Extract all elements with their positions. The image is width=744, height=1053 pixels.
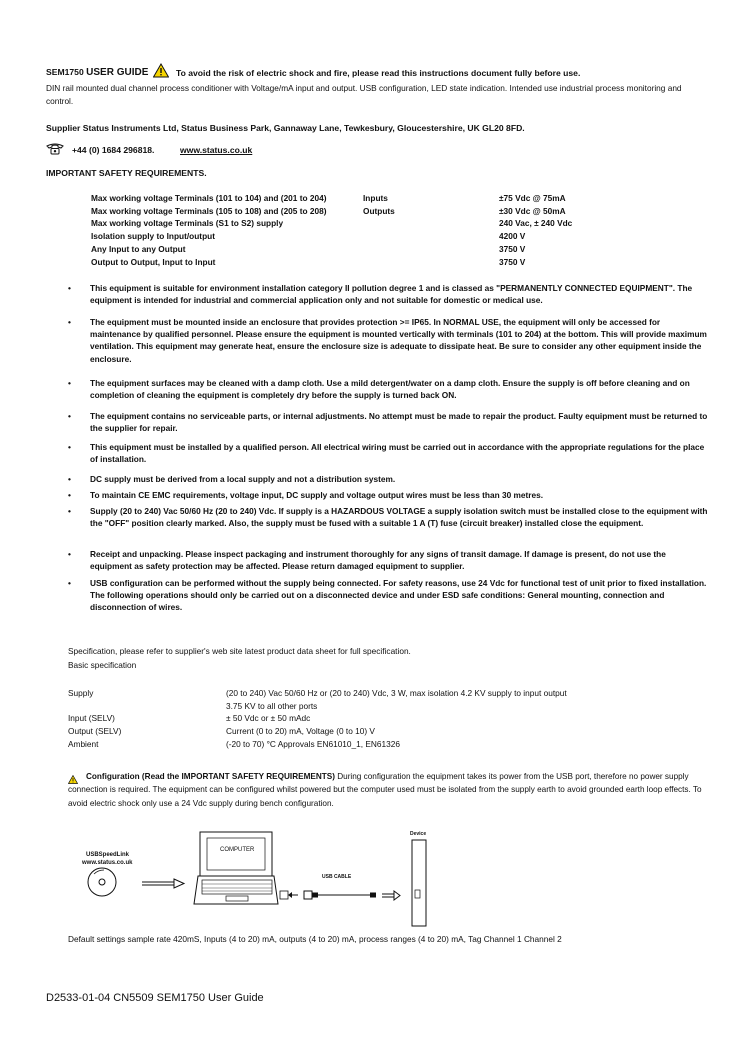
computer-icon — [200, 832, 272, 876]
spec-label: Output (SELV) — [68, 726, 122, 737]
spec-value: (20 to 240) Vac 50/60 Hz or (20 to 240) Vdc, 3 W, max isolation 4.2 KV supply to input output — [226, 688, 567, 698]
bullet-dot: • — [68, 549, 71, 559]
rating-value: 3750 V — [499, 243, 526, 254]
rating-value: ±30 Vdc @ 50mA — [499, 205, 566, 216]
warning-text: To avoid the risk of electric shock and fire, please read this instructions document fully before use. — [176, 68, 581, 78]
configuration-heading: Configuration (Read the IMPORTANT SAFETY REQUIREMENTS) — [86, 772, 335, 781]
cd-disc-icon — [88, 868, 116, 896]
device-label: Device — [410, 831, 427, 837]
spec-value: 3.75 KV to all other ports — [226, 700, 318, 711]
bullet-text: The equipment surfaces may be cleaned with a damp cloth. Use a mild detergent/water on a damp cloth. Ensure the supply is off before cleaning and on completion of cleaning the equipment is completely dry before the supply is turned back ON. — [90, 378, 690, 401]
configuration-diagram — [60, 830, 460, 930]
safety-heading: IMPORTANT SAFETY REQUIREMENTS. — [46, 168, 207, 178]
bullet-dot: • — [68, 378, 71, 388]
safety-bullet — [68, 410, 708, 434]
rating-row — [91, 230, 619, 243]
spec-table — [68, 687, 646, 751]
rating-label: Max working voltage Terminals (101 to 104) and (201 to 204) — [91, 193, 327, 203]
spec-row — [68, 738, 646, 751]
rating-row — [91, 205, 619, 218]
rating-label: Output to Output, Input to Input — [91, 256, 216, 267]
rating-kind — [363, 230, 499, 243]
spec-label: Input (SELV) — [68, 713, 115, 724]
warning-triangle-icon — [153, 63, 169, 78]
rating-label: Isolation supply to Input/output — [91, 231, 215, 242]
rating-value: ±75 Vdc @ 75mA — [499, 193, 566, 203]
safety-bullet — [68, 489, 708, 501]
spec-label — [68, 700, 226, 713]
bullet-text: USB configuration can be performed without the supply being connected. For safety reasons, use 24 Vdc for functional test of unit prior to fixed installation. The following operations should only be carried out on a disconnected device and under ESD safe conditions: General mounting, connection and disconnection of wires. — [90, 578, 707, 613]
supplier-address: Supplier Status Instruments Ltd, Status Business Park, Gannaway Lane, Tewkesbury, Gloucestershire, UK GL20 8FD. — [46, 123, 525, 133]
bullet-dot: • — [68, 474, 71, 484]
product-code: SEM1750 — [46, 67, 87, 77]
rating-kind — [363, 243, 499, 256]
rating-value: 4200 V — [499, 231, 526, 242]
spec-row — [68, 687, 646, 700]
rating-value: 3750 V — [499, 256, 526, 267]
safety-bullet — [68, 548, 708, 572]
supplier-website-link[interactable]: www.status.co.uk — [180, 145, 253, 155]
bullet-dot: • — [68, 506, 71, 516]
computer-label: COMPUTER — [220, 847, 255, 853]
rating-row — [91, 192, 619, 205]
rating-label: Any Input to any Output — [91, 243, 186, 254]
bullet-dot: • — [68, 317, 71, 327]
rating-value: 240 Vac, ± 240 Vdc — [499, 218, 573, 229]
bullet-text: Supply (20 to 240) Vac 50/60 Hz (20 to 240) Vdc. If supply is a HAZARDOUS VOLTAGE a supply isolation switch must be installed close to the equipment with the "OFF" position clearly marked. Also, the supply must be fused with a suitable 1 A (T) fuse (circuit breaker) installed close the equipment. — [90, 506, 708, 529]
safety-bullet — [68, 316, 708, 365]
spec-label: Ambient — [68, 738, 99, 749]
safety-bullet — [68, 473, 708, 485]
bullet-dot: • — [68, 490, 71, 500]
cd-label-2: www.status.co.uk — [82, 860, 133, 866]
spec-intro: Specification, please refer to supplier's web site latest product data sheet for full specification. — [68, 646, 411, 656]
safety-bullet — [68, 505, 708, 529]
bullet-text: The equipment must be mounted inside an enclosure that provides protection >= IP65. In NORMAL USE, the equipment will only be accessed for maintenance by qualified personnel. Please ensure the equipment is mounted vertically with terminals (101 to 204) at the bottom. This will provide maximum ventilation. This equipment may generate heat, ensure the enclosure size is adequate to dissipate heat. Be sure to consider any other equipment inside the enclosure. — [90, 317, 707, 364]
rating-label: Max working voltage Terminals (S1 to S2) supply — [91, 218, 284, 229]
bullet-text: This equipment is suitable for environment installation category II pollution degree 1 and is classed as "PERMANENTLY CONNECTED EQUIPMENT". The equipment is intended for industrial and commercial application only and not suitable for domestic or medical use. — [90, 283, 693, 306]
rating-label: Max working voltage Terminals (105 to 108) and (205 to 208) — [91, 205, 327, 216]
spec-row — [68, 725, 646, 738]
spec-value: ± 50 Vdc or ± 50 mAdc — [226, 713, 311, 724]
configuration-text: During configuration the equipment takes its power from the USB port, therefore no power supply connection is required. The equipment can be configured whilst powered but the computer used must be isolated from the supply earth to avoid grounded earth loop effects. To avoid electric shock only use a 24 Vdc supply during bench configuration. — [68, 772, 702, 808]
bullet-text: This equipment must be installed by a qualified person. All electrical wiring must be carried out in accordance with the appropriate regulations for the place of installation. — [90, 442, 705, 465]
safety-bullet — [68, 377, 708, 401]
ratings-table — [91, 192, 619, 268]
spec-value: (-20 to 70) °C Approvals EN61010_1, EN61326 — [226, 738, 400, 749]
spec-row — [68, 700, 646, 713]
safety-bullet — [68, 441, 708, 465]
bullet-text: To maintain CE EMC requirements, voltage input, DC supply and voltage output wires must be less than 30 metres. — [90, 490, 544, 500]
rating-row — [91, 243, 619, 256]
configuration-paragraph — [68, 770, 704, 810]
spec-label: Supply — [68, 688, 94, 698]
rating-kind — [363, 217, 499, 230]
spec-row — [68, 712, 646, 725]
spec-value: Current (0 to 20) mA, Voltage (0 to 10) V — [226, 726, 375, 737]
usb-cable-icon — [304, 891, 312, 899]
safety-bullet — [68, 282, 708, 306]
bullet-text: Receipt and unpacking. Please inspect packaging and instrument thoroughly for any signs of transit damage. If damage is present, do not use the equipment as safety protection may be affected. Please return damaged equipment to supplier. — [90, 549, 666, 572]
spec-basic-heading: Basic specification — [68, 660, 137, 670]
bullet-dot: • — [68, 442, 71, 452]
product-description: DIN rail mounted dual channel process conditioner with Voltage/mA input and output. USB configuration, LED state indication. Intended use industrial process monitoring and control. — [46, 83, 682, 106]
rating-kind: Outputs — [363, 205, 395, 216]
bullet-dot: • — [68, 283, 71, 293]
footer-document-id: D2533-01-04 CN5509 SEM1750 User Guide — [46, 992, 264, 1004]
user-guide-title: USER GUIDE — [86, 67, 149, 78]
bullet-dot: • — [68, 578, 71, 588]
default-settings: Default settings sample rate 420mS, Inputs (4 to 20) mA, outputs (4 to 20) mA, process ranges (4 to 20) mA, Tag Channel 1 Channel 2 — [68, 934, 562, 944]
bullet-dot: • — [68, 411, 71, 421]
cd-label-1: USBSpeedLink — [86, 852, 130, 858]
document-title-line — [46, 66, 148, 79]
telephone-icon — [46, 142, 64, 154]
rating-kind — [363, 256, 499, 269]
rating-row — [91, 256, 619, 269]
usb-cable-label: USB CABLE — [322, 874, 352, 880]
rating-kind: Inputs — [363, 193, 388, 203]
safety-bullet — [68, 577, 708, 614]
diagram-drawing — [60, 830, 460, 930]
device-icon — [412, 840, 426, 926]
bullet-text: The equipment contains no serviceable parts, or internal adjustments. No attempt must be made to repair the product. Faulty equipment must be returned to the supplier for repair. — [90, 411, 708, 434]
rating-row — [91, 217, 619, 230]
supplier-phone: +44 (0) 1684 296818. — [72, 145, 155, 155]
bullet-text: DC supply must be derived from a local supply and not a distribution system. — [90, 474, 396, 484]
